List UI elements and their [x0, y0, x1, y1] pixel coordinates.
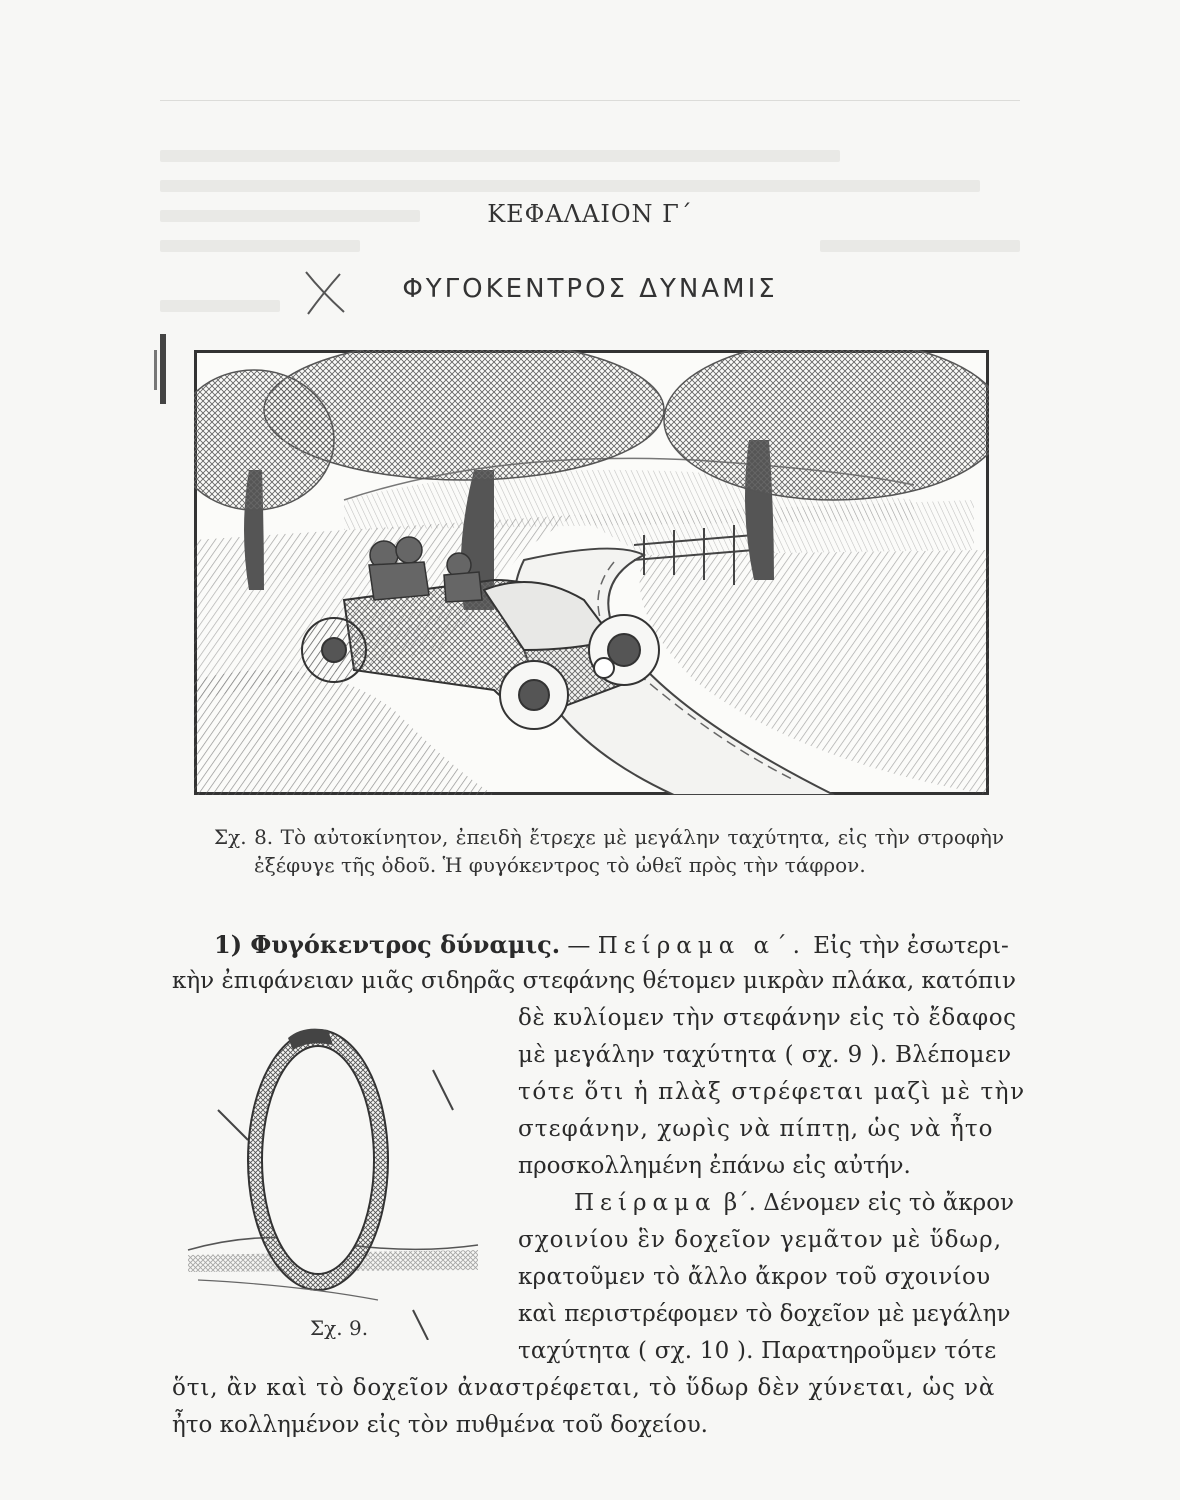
text-run: Εἰς τὴν ἐσωτερι- [805, 933, 1009, 959]
text-line: δὲ κυλίομεν τὴν στεφάνην εἰς τὸ ἔδαφος [518, 1005, 1017, 1031]
text-line: τότε ὅτι ἡ πλὰξ στρέφεται μαζὶ μὲ τὴν [518, 1079, 1026, 1105]
text-line: σχοινίου ἓν δοχεῖον γεμᾶτον μὲ ὕδωρ, [518, 1227, 1003, 1253]
text-line: ὅτι, ἂν καὶ τὸ δοχεῖον ἀναστρέφεται, τὸ ὕδωρ δὲν χύνεται, ὡς νὰ [172, 1375, 996, 1401]
experiment-b-label: Πείραμα [574, 1190, 717, 1216]
bleed-through-line [820, 240, 1020, 252]
text-line [574, 1185, 1014, 1222]
experiment-a-label: Πείραμα [597, 933, 741, 959]
text-line: κὴν ἐπιφάνειαν μιᾶς σιδηρᾶς στεφάνης θέτομεν μικρὰν πλάκα, κατόπιν [172, 968, 1017, 994]
figure-8-car-illustration [194, 350, 989, 795]
bleed-through-line [160, 240, 360, 252]
chapter-title: ΦΥΓΟΚΕΝΤΡΟΣ ΔΥΝΑΜΙΣ [402, 274, 778, 304]
figure-8-caption-line-2: ἐξέφυγε τῆς ὁδοῦ. Ἡ φυγόκεντρος τὸ ὠθεῖ πρὸς τὴν τάφρον. [254, 853, 866, 877]
chapter-label: ΚΕΦΑΛΑΙΟΝ Γ΄ [487, 200, 693, 228]
figure-9-caption: Σχ. 9. [310, 1316, 369, 1340]
text-line: ἦτο κολλημένον εἰς τὸν πυθμένα τοῦ δοχείου. [172, 1412, 708, 1438]
figure-8-caption-line-1: Σχ. 8. Τὸ αὐτοκίνητον, ἐπειδὴ ἔτρεχε μὲ μεγάλην ταχύτητα, εἰς τὴν στροφὴν [214, 825, 1004, 849]
figure-9-hoop-illustration [178, 1010, 498, 1340]
text-line: καὶ περιστρέφομεν τὸ δοχεῖον μὲ μεγάλην [518, 1301, 1011, 1327]
text-line: προσκολλημένη ἐπάνω εἰς αὐτήν. [518, 1153, 911, 1179]
text-line: κρατοῦμεν τὸ ἄλλο ἄκρον τοῦ σχοινίου [518, 1264, 991, 1290]
text-line: ταχύτητα ( σχ. 10 ). Παρατηροῦμεν τότε [518, 1338, 997, 1364]
text-line: στεφάνην, χωρὶς νὰ πίπτῃ, ὡς νὰ ἦτο [518, 1116, 994, 1142]
text-run: β΄. Δένομεν εἰς τὸ ἄκρον [716, 1190, 1015, 1216]
bleed-through-line [160, 180, 980, 192]
section-heading: 1) Φυγόκεντρος δύναμις. [214, 930, 561, 959]
em-dash: — [560, 933, 598, 959]
text-line: μὲ μεγάλην ταχύτητα ( σχ. 9 ). Βλέπομεν [518, 1042, 1012, 1068]
bleed-through-line [160, 150, 840, 162]
experiment-a-letter: α΄. [740, 933, 806, 959]
text-line [214, 926, 1009, 965]
bleed-through-rule [160, 100, 1020, 101]
figure-8-caption [214, 823, 1004, 879]
margin-mark [150, 330, 180, 410]
